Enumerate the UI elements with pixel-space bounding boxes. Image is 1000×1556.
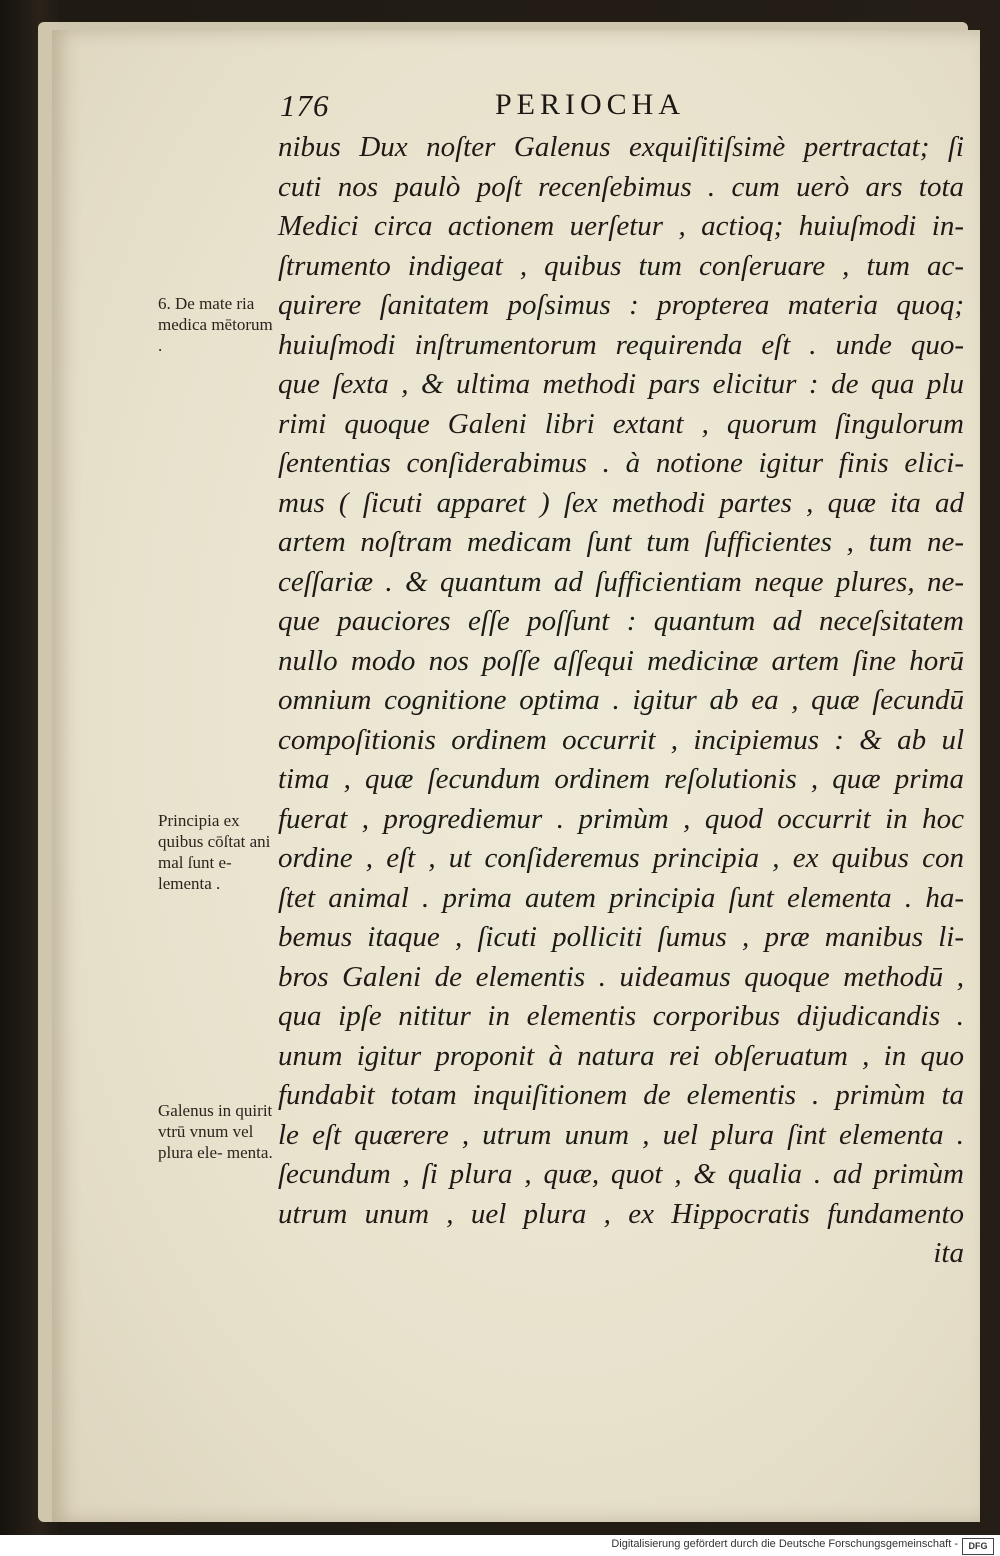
text-line: utrum unum , uel plura , ex Hippocratis fundamento	[278, 1197, 964, 1230]
text-line: artem noſtram medicam ſunt tum ſufficientes , tum ne-	[278, 526, 964, 558]
text-line: cuti nos paulò poſt recenſebimus . cum uerò ars tota	[278, 170, 964, 203]
funding-credit: Digitalisierung gefördert durch die Deutsche Forschungsgemeinschaft -	[611, 1538, 958, 1550]
margin-note-galenus: Galenus in quirit vtrū vnum vel plura ele- menta.	[158, 1101, 273, 1162]
text-line: le eſt quærere , utrum unum , uel plura ſint elementa .	[278, 1118, 964, 1151]
text-line: quirere ſanitatem poſsimus : propterea materia quoq;	[278, 289, 964, 321]
text-line: rimi quoque Galeni libri extant , quorum ſingulorum	[278, 407, 964, 440]
text-line: bros Galeni de elementis . uideamus quoque methodū ,	[278, 960, 964, 993]
text-line: fundabit totam inquiſitionem de elementis . primùm ta	[278, 1079, 964, 1111]
text-line: unum igitur proponit à natura rei obſeruatum , in quo	[278, 1039, 964, 1072]
margin-note-materia-medica: 6. De mate ria medica mētorum .	[158, 294, 273, 355]
text-line: nibus Dux noſter Galenus exquiſitiſsimè pertractat; ſi	[278, 131, 964, 163]
running-head: PERIOCHA	[495, 88, 686, 121]
catchword: ita	[933, 1237, 964, 1269]
text-line: ordine , eſt , ut conſideremus principia , ex quibus con	[278, 842, 964, 874]
digitization-footer	[0, 1535, 1000, 1556]
text-line: huiuſmodi inſtrumentorum requirenda eſt . unde quo-	[278, 328, 964, 361]
text-line: ſecundum , ſi plura , quæ, quot , & qualia . ad primùm	[278, 1158, 964, 1190]
text-line: que pauciores eſſe poſſunt : quantum ad neceſsitatem	[278, 605, 964, 637]
page-number: 176	[280, 88, 330, 123]
text-line: omnium cognitione optima . igitur ab ea , quæ ſecundū	[278, 684, 964, 716]
page-header	[0, 88, 1000, 128]
text-line: fuerat , progrediemur . primùm , quod occurrit in hoc	[278, 802, 964, 835]
margin-note-principia: Principia ex quibus cōſtat ani mal ſunt e- lementa .	[158, 811, 271, 893]
text-line: ceſſariæ . & quantum ad ſufficientiam neque plures, ne-	[278, 565, 964, 598]
text-line: compoſitionis ordinem occurrit , incipiemus : & ab ul	[278, 723, 964, 756]
text-line: tima , quæ ſecundum ordinem reſolutionis , quæ prima	[278, 763, 964, 795]
text-line: Medici circa actionem uerſetur , actioq; huiuſmodi in-	[278, 210, 964, 242]
text-line: ſententias conſiderabimus . à notione igitur finis elici-	[278, 447, 964, 479]
text-line: que ſexta , & ultima methodi pars elicitur : de qua plu	[278, 368, 964, 400]
text-line: ſtrumento indigeat , quibus tum conſeruare , tum ac-	[278, 249, 964, 282]
text-line: nullo modo nos poſſe aſſequi medicinæ artem ſine horū	[278, 644, 964, 677]
dfg-logo: DFG	[962, 1538, 994, 1555]
body-text	[278, 128, 964, 1274]
text-line: mus ( ſicuti apparet ) ſex methodi partes , quæ ita ad	[278, 486, 964, 519]
text-line: ſtet animal . prima autem principia ſunt elementa . ha-	[278, 881, 964, 914]
text-line: qua ipſe nititur in elementis corporibus dijudicandis .	[278, 1000, 964, 1032]
text-line: bemus itaque , ſicuti polliciti ſumus , præ manibus li-	[278, 921, 964, 953]
